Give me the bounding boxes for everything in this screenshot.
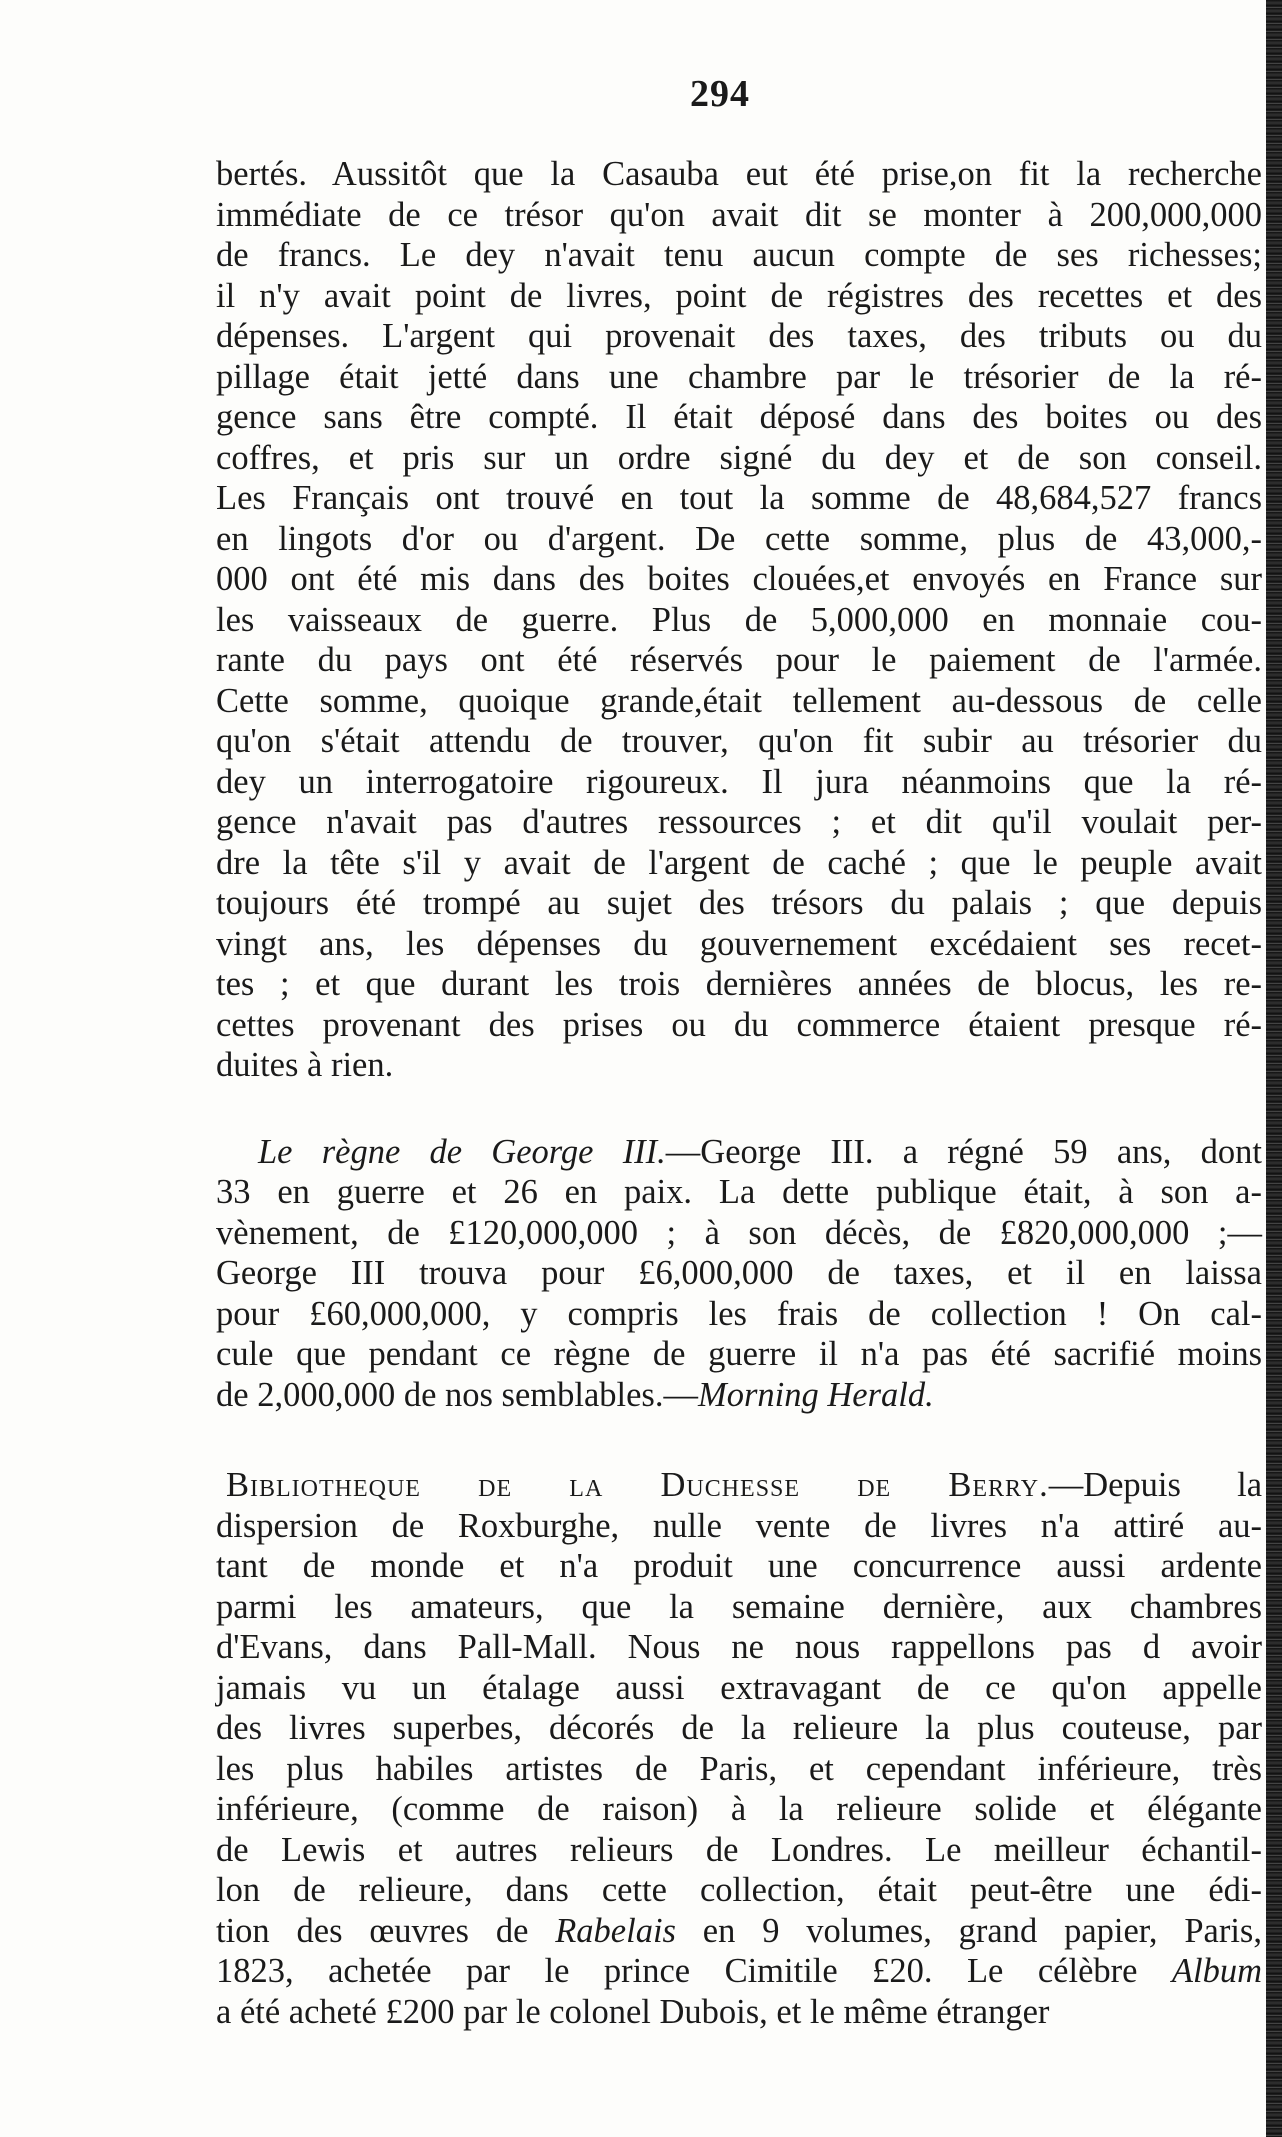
text-line: pillage était jetté dans une chambre par le trésorier de la ré- bbox=[216, 357, 1262, 396]
text-line: tant de monde et n'a produit une concurrence aussi ardente bbox=[216, 1547, 1262, 1585]
text-line: toujours été trompé au sujet des trésors du palais ; que depuis bbox=[216, 884, 1262, 922]
text-line: tes ; et que durant les trois dernières années de blocus, les re- bbox=[216, 965, 1262, 1003]
text-line: il n'y avait point de livres, point de régistres des recettes et des bbox=[216, 276, 1262, 315]
text-line: jamais vu un étalage aussi extravagant de ce qu'on appelle bbox=[216, 1668, 1262, 1707]
text-line: les plus habiles artistes de Paris, et cependant inférieure, très bbox=[216, 1749, 1262, 1788]
text-line: a été acheté £200 par le colonel Dubois, et le même étranger bbox=[216, 1992, 1050, 2031]
text-column bbox=[216, 154, 1262, 2032]
text-line: dre la tête s'il y avait de l'argent de caché ; que le peuple avait bbox=[216, 843, 1262, 882]
text-line bbox=[216, 1132, 1262, 1173]
text-line: cettes provenant des prises ou du commerce étaient presque ré- bbox=[216, 1005, 1262, 1044]
source-citation: Morning Herald. bbox=[697, 1375, 934, 1414]
text-line bbox=[216, 1951, 1262, 1992]
text-line bbox=[216, 1911, 1262, 1952]
text-line: dey un interrogatoire rigoureux. Il jura néanmoins que la ré- bbox=[216, 762, 1262, 801]
text-line: coffres, et pris sur un ordre signé du dey et de son conseil. bbox=[216, 438, 1262, 477]
text-line: pour £60,000,000, y compris les frais de collection ! On cal- bbox=[216, 1294, 1262, 1333]
paragraph-treasure-of-algiers bbox=[216, 154, 1262, 1086]
text-line: de francs. Le dey n'avait tenu aucun compte de ses richesses; bbox=[216, 236, 1262, 274]
text-line: 000 ont été mis dans des boites clouées,et envoyés en France sur bbox=[216, 560, 1262, 598]
text-fragment: —Depuis la bbox=[1048, 1466, 1263, 1504]
text-line: en lingots d'or ou d'argent. De cette somme, plus de 43,000,- bbox=[216, 519, 1262, 558]
text-line: dépenses. L'argent qui provenait des taxes, des tributs ou du bbox=[216, 317, 1262, 355]
text-line bbox=[216, 1375, 1262, 1416]
text-line: Cette somme, quoique grande,était tellement au-dessous de celle bbox=[216, 681, 1262, 720]
text-line: qu'on s'était attendu de trouver, qu'on fit subir au trésorier du bbox=[216, 722, 1262, 760]
text-line: les vaisseaux de guerre. Plus de 5,000,000 en monnaie cou- bbox=[216, 600, 1262, 639]
text-line: 33 en guerre et 26 en paix. La dette publique était, à son a- bbox=[216, 1173, 1262, 1211]
text-line: George III trouva pour £6,000,000 de taxes, et il en laissa bbox=[216, 1254, 1262, 1292]
section-heading: Le règne de George III. bbox=[258, 1132, 666, 1171]
text-fragment: —George III. a régné 59 ans, dont bbox=[665, 1132, 1262, 1171]
text-line: d'Evans, dans Pall-Mall. Nous ne nous rappellons pas d avoir bbox=[216, 1628, 1262, 1666]
text-line: des livres superbes, décorés de la relieure la plus couteuse, par bbox=[216, 1709, 1262, 1747]
text-line: vènement, de £120,000,000 ; à son décès, de £820,000,000 ;— bbox=[216, 1213, 1262, 1252]
text-line: cule que pendant ce règne de guerre il n'a pas été sacrifié moins bbox=[216, 1335, 1262, 1373]
text-fragment: de 2,000,000 de nos semblables.— bbox=[216, 1375, 698, 1414]
text-fragment: en 9 volumes, grand papier, Paris, bbox=[675, 1911, 1262, 1950]
text-line: immédiate de ce trésor qu'on avait dit se monter à 200,000,000 bbox=[216, 195, 1262, 234]
book-title: Album bbox=[1171, 1952, 1262, 1990]
text-fragment: 1823, achetée par le prince Cimitile £20. Le célèbre bbox=[216, 1952, 1172, 1990]
text-line: inférieure, (comme de raison) à la relieure solide et élégante bbox=[216, 1790, 1262, 1828]
text-line: gence n'avait pas d'autres ressources ; et dit qu'il voulait per- bbox=[216, 803, 1262, 841]
book-binding-edge bbox=[1266, 0, 1282, 2137]
text-line: duites à rien. bbox=[216, 1046, 394, 1084]
page-number: 294 bbox=[690, 73, 750, 115]
paragraph-duchesse-de-berry-library bbox=[216, 1465, 1262, 2032]
text-line: vingt ans, les dépenses du gouvernement excédaient ses recet- bbox=[216, 924, 1262, 963]
book-title: Rabelais bbox=[555, 1911, 676, 1950]
text-line: bertés. Aussitôt que la Casauba eut été prise,on fit la recherche bbox=[216, 155, 1262, 193]
text-line: Les Français ont trouvé en tout la somme de 48,684,527 francs bbox=[216, 479, 1262, 517]
text-line: gence sans être compté. Il était déposé dans des boites ou des bbox=[216, 398, 1262, 436]
section-heading: Bibliotheque de la Duchesse de Berry. bbox=[226, 1466, 1049, 1504]
text-line bbox=[216, 1465, 1262, 1506]
text-line: parmi les amateurs, que la semaine dernière, aux chambres bbox=[216, 1587, 1262, 1626]
paragraph-george-iii bbox=[216, 1132, 1262, 1416]
text-line: de Lewis et autres relieurs de Londres. Le meilleur échantil- bbox=[216, 1830, 1262, 1869]
text-fragment: tion des œuvres de bbox=[216, 1911, 556, 1950]
text-line: lon de relieure, dans cette collection, était peut-être une édi- bbox=[216, 1871, 1262, 1909]
text-line: dispersion de Roxburghe, nulle vente de livres n'a attiré au- bbox=[216, 1506, 1262, 1545]
text-line: rante du pays ont été réservés pour le paiement de l'armée. bbox=[216, 641, 1262, 679]
